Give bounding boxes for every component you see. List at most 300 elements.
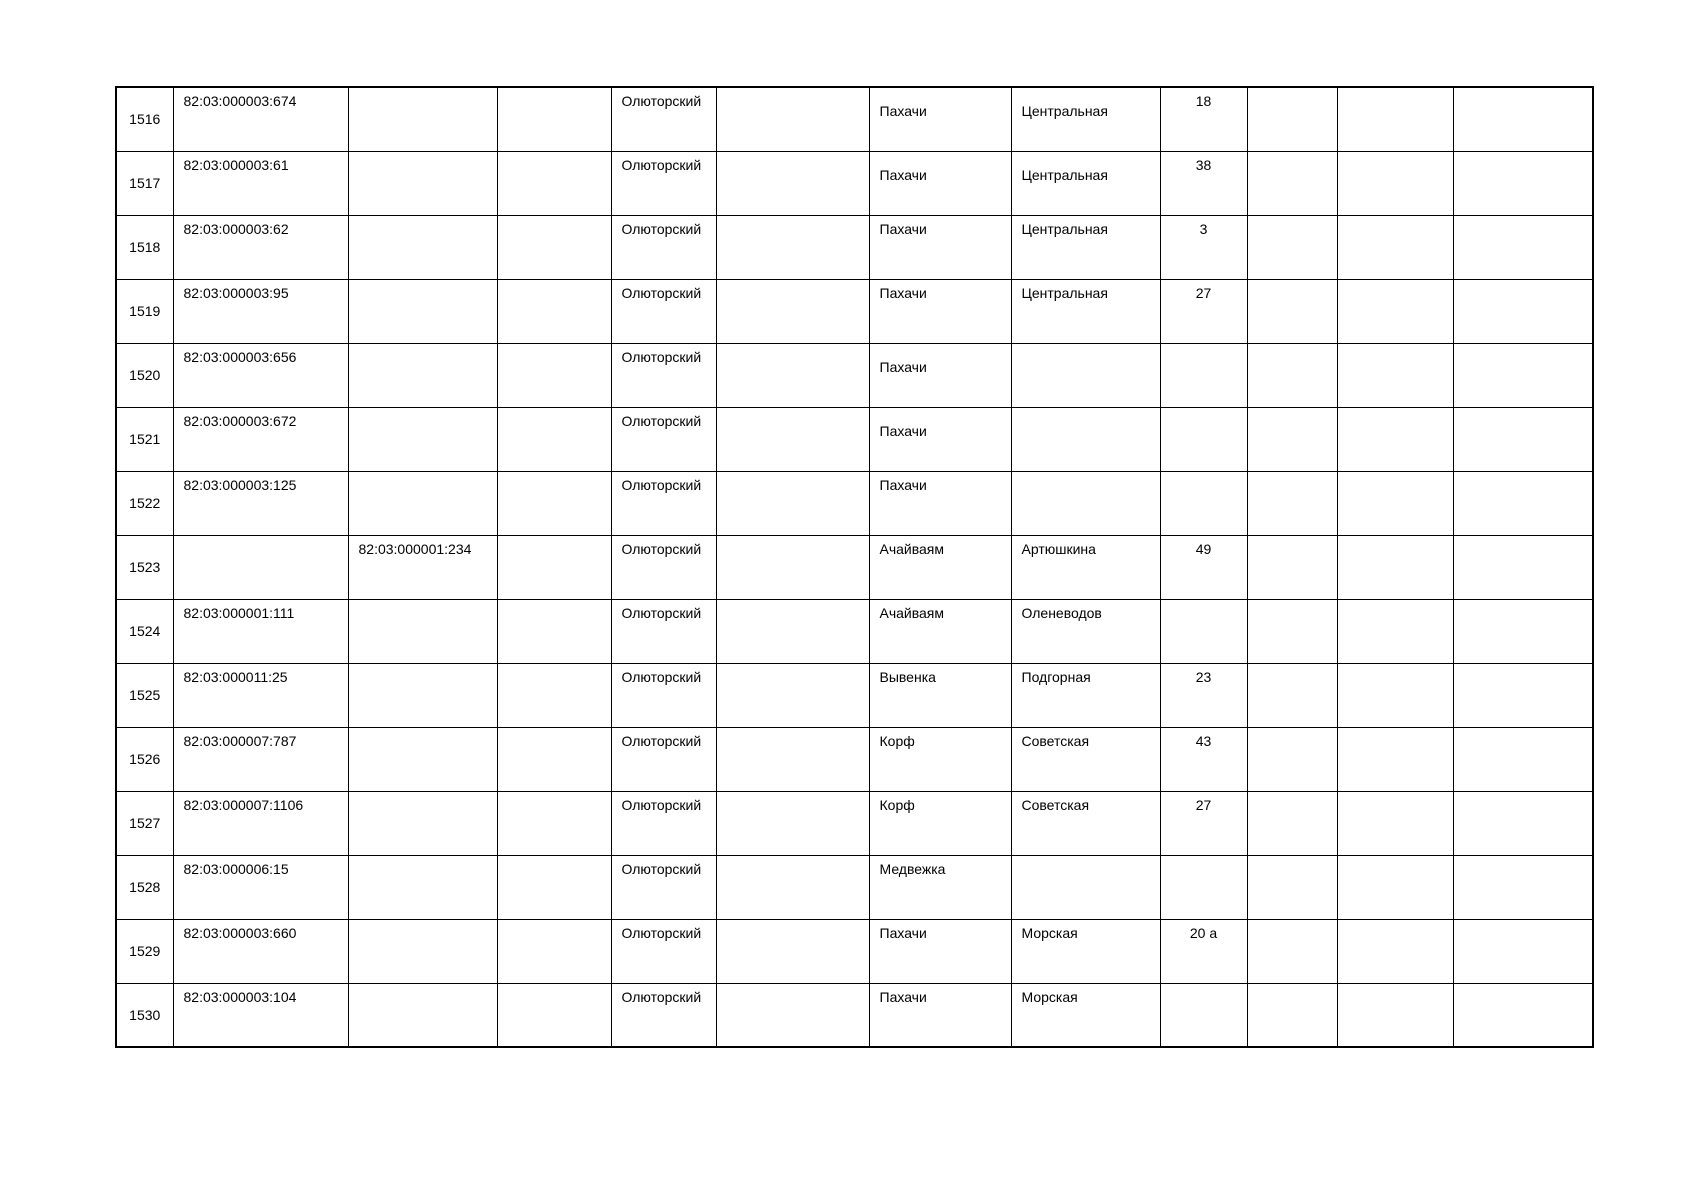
column-11-text	[1338, 920, 1453, 922]
house-number-cell	[1160, 535, 1247, 599]
column-4-cell	[497, 855, 611, 919]
column-4-cell	[497, 215, 611, 279]
column-10-text	[1248, 344, 1337, 346]
street-cell	[1011, 151, 1160, 215]
house-number-cell	[1160, 855, 1247, 919]
column-12-text	[1454, 152, 1593, 154]
district-text: Олюторский	[621, 93, 702, 109]
district-text: Олюторский	[621, 924, 702, 941]
column-10-text	[1248, 664, 1337, 666]
district-cell	[611, 343, 716, 407]
column-4-cell	[497, 599, 611, 663]
column-12-cell	[1453, 87, 1593, 151]
street-text: Артюшкина	[1021, 540, 1096, 557]
column-11-text	[1338, 408, 1453, 410]
cadastral-number-2-cell	[348, 599, 497, 663]
column-10-cell	[1247, 599, 1337, 663]
row-number-text: 1529	[129, 943, 161, 959]
column-4-cell	[497, 471, 611, 535]
column-11-cell	[1337, 855, 1453, 919]
cadastral-number-cell	[173, 919, 348, 983]
column-10-cell	[1247, 279, 1337, 343]
cadastral-number-cell	[173, 535, 348, 599]
row-number-cell	[116, 471, 173, 535]
district-cell	[611, 599, 716, 663]
column-12-text	[1454, 920, 1593, 922]
house-number-cell	[1160, 151, 1247, 215]
street-cell	[1011, 87, 1160, 151]
column-12-cell	[1453, 855, 1593, 919]
column-10-cell	[1247, 535, 1337, 599]
street-cell	[1011, 919, 1160, 983]
locality-text: Пахачи	[879, 422, 927, 439]
column-12-text	[1454, 792, 1593, 794]
cadastral-number-cell	[173, 599, 348, 663]
district-text: Олюторский	[621, 860, 702, 877]
cadastral-number-text: 82:03:000003:656	[183, 348, 297, 365]
district-cell	[611, 215, 716, 279]
table-row	[116, 791, 1593, 855]
row-number-text: 1525	[129, 687, 161, 703]
locality-cell	[869, 919, 1011, 983]
district-cell	[611, 727, 716, 791]
house-number-text: 23	[1195, 668, 1212, 685]
district-text: Олюторский	[621, 604, 702, 621]
column-10-cell	[1247, 471, 1337, 535]
row-number-cell	[116, 215, 173, 279]
cadastral-number-2-cell	[348, 343, 497, 407]
column-6-text	[717, 728, 869, 730]
district-text: Олюторский	[621, 732, 702, 749]
district-text: Олюторский	[621, 156, 702, 173]
column-12-text	[1454, 408, 1593, 410]
cadastral-number-2-text	[349, 728, 497, 730]
table-row	[116, 727, 1593, 791]
column-6-text	[717, 920, 869, 922]
row-number-text: 1524	[129, 623, 161, 639]
street-text: Советская	[1021, 796, 1090, 813]
cadastral-number-2-cell	[348, 87, 497, 151]
table-row	[116, 599, 1593, 663]
column-12-cell	[1453, 279, 1593, 343]
column-6-text	[717, 408, 869, 410]
column-6-text	[717, 88, 869, 90]
locality-cell	[869, 151, 1011, 215]
cadastral-number-text: 82:03:000003:61	[183, 156, 289, 173]
house-number-cell	[1160, 87, 1247, 151]
column-11-cell	[1337, 87, 1453, 151]
district-cell	[611, 151, 716, 215]
cadastral-number-cell	[173, 87, 348, 151]
locality-text: Пахачи	[879, 166, 927, 183]
street-text	[1012, 408, 1160, 410]
row-number-text: 1517	[129, 175, 161, 191]
column-4-cell	[497, 663, 611, 727]
locality-cell	[869, 87, 1011, 151]
column-4-text	[498, 88, 611, 90]
locality-cell	[869, 599, 1011, 663]
locality-cell	[869, 983, 1011, 1047]
column-10-text	[1248, 920, 1337, 922]
cadastral-number-cell	[173, 279, 348, 343]
column-11-cell	[1337, 791, 1453, 855]
row-number-cell	[116, 343, 173, 407]
house-number-text	[1161, 472, 1247, 474]
column-11-text	[1338, 536, 1453, 538]
row-number-text: 1530	[129, 1006, 161, 1023]
column-11-cell	[1337, 727, 1453, 791]
row-number-cell	[116, 919, 173, 983]
column-12-text	[1454, 600, 1593, 602]
column-11-cell	[1337, 215, 1453, 279]
column-10-cell	[1247, 215, 1337, 279]
row-number-text: 1528	[129, 879, 161, 895]
table-row	[116, 215, 1593, 279]
cadastral-number-2-cell	[348, 727, 497, 791]
row-number-text: 1521	[129, 431, 161, 447]
house-number-cell	[1160, 471, 1247, 535]
cadastral-number-2-cell	[348, 855, 497, 919]
column-10-cell	[1247, 343, 1337, 407]
table-row	[116, 535, 1593, 599]
column-10-text	[1248, 536, 1337, 538]
column-11-text	[1338, 792, 1453, 794]
street-cell	[1011, 727, 1160, 791]
locality-text: Пахачи	[879, 476, 927, 493]
column-6-text	[717, 600, 869, 602]
cadastral-number-2-text	[349, 152, 497, 154]
column-6-text	[717, 472, 869, 474]
column-11-cell	[1337, 599, 1453, 663]
table-row	[116, 343, 1593, 407]
locality-text: Пахачи	[879, 103, 927, 119]
house-number-cell	[1160, 343, 1247, 407]
cadastral-number-2-cell	[348, 663, 497, 727]
cadastral-number-2-cell	[348, 791, 497, 855]
column-12-text	[1454, 280, 1593, 282]
column-4-text	[498, 728, 611, 730]
street-cell	[1011, 407, 1160, 471]
column-4-cell	[497, 87, 611, 151]
column-6-text	[717, 984, 869, 986]
cadastral-number-cell	[173, 855, 348, 919]
column-4-text	[498, 536, 611, 538]
cadastral-number-text: 82:03:000007:1106	[183, 796, 304, 813]
row-number-text: 1518	[129, 239, 161, 255]
row-number-text: 1523	[129, 559, 161, 575]
street-text: Морская	[1021, 924, 1078, 941]
column-6-text	[717, 792, 869, 794]
table-row	[116, 87, 1593, 151]
column-12-cell	[1453, 343, 1593, 407]
column-6-cell	[716, 727, 869, 791]
column-11-text	[1338, 344, 1453, 346]
column-6-text	[717, 664, 869, 666]
street-cell	[1011, 983, 1160, 1047]
column-12-cell	[1453, 727, 1593, 791]
locality-cell	[869, 727, 1011, 791]
locality-cell	[869, 855, 1011, 919]
cadastral-number-2-cell	[348, 471, 497, 535]
column-6-cell	[716, 535, 869, 599]
house-number-text: 27	[1195, 796, 1212, 813]
column-12-text	[1454, 728, 1593, 730]
district-cell	[611, 983, 716, 1047]
cadastral-number-cell	[173, 343, 348, 407]
column-11-cell	[1337, 151, 1453, 215]
district-text: Олюторский	[621, 348, 702, 365]
locality-text: Ачайваям	[879, 540, 945, 557]
cadastral-number-text: 82:03:000006:15	[183, 860, 289, 877]
district-text: Олюторский	[621, 668, 702, 685]
cadastral-number-text: 82:03:000003:674	[183, 93, 297, 109]
street-cell	[1011, 471, 1160, 535]
column-10-cell	[1247, 855, 1337, 919]
column-11-text	[1338, 88, 1453, 90]
cadastral-number-text: 82:03:000011:25	[183, 668, 288, 685]
row-number-cell	[116, 535, 173, 599]
column-11-text	[1338, 664, 1453, 666]
district-text: Олюторский	[621, 476, 702, 493]
column-6-cell	[716, 599, 869, 663]
row-number-text: 1516	[129, 111, 161, 128]
column-12-cell	[1453, 471, 1593, 535]
locality-cell	[869, 663, 1011, 727]
cadastral-number-cell	[173, 407, 348, 471]
street-text: Центральная	[1021, 103, 1108, 119]
column-12-text	[1454, 984, 1593, 986]
locality-text: Пахачи	[879, 284, 927, 301]
column-11-text	[1338, 728, 1453, 730]
locality-cell	[869, 791, 1011, 855]
cadastral-number-cell	[173, 663, 348, 727]
table-row	[116, 983, 1593, 1047]
column-6-cell	[716, 791, 869, 855]
cadastral-number-cell	[173, 471, 348, 535]
column-4-text	[498, 600, 611, 602]
row-number-cell	[116, 855, 173, 919]
street-text: Оленеводов	[1021, 604, 1102, 621]
column-12-cell	[1453, 215, 1593, 279]
house-number-cell	[1160, 599, 1247, 663]
column-11-text	[1338, 152, 1453, 154]
column-11-cell	[1337, 535, 1453, 599]
column-6-text	[717, 216, 869, 218]
column-11-text	[1338, 280, 1453, 282]
column-10-text	[1248, 152, 1337, 154]
table-row	[116, 855, 1593, 919]
district-text: Олюторский	[621, 540, 702, 557]
column-4-text	[498, 664, 611, 666]
street-text	[1012, 472, 1160, 474]
locality-text: Вывенка	[879, 668, 936, 685]
locality-cell	[869, 407, 1011, 471]
column-10-cell	[1247, 87, 1337, 151]
district-text: Олюторский	[621, 988, 702, 1005]
house-number-text: 27	[1195, 284, 1212, 301]
column-6-text	[717, 536, 869, 538]
house-number-text: 38	[1195, 156, 1212, 173]
house-number-text	[1161, 984, 1247, 986]
row-number-cell	[116, 791, 173, 855]
cadastral-number-text	[174, 536, 348, 538]
house-number-text	[1161, 408, 1247, 410]
table-body	[116, 87, 1593, 1047]
locality-cell	[869, 215, 1011, 279]
column-6-text	[717, 344, 869, 346]
house-number-cell	[1160, 791, 1247, 855]
street-text	[1012, 344, 1160, 346]
column-10-text	[1248, 984, 1337, 986]
column-10-text	[1248, 408, 1337, 410]
row-number-cell	[116, 407, 173, 471]
house-number-cell	[1160, 407, 1247, 471]
column-12-text	[1454, 472, 1593, 474]
cadastral-number-2-cell	[348, 407, 497, 471]
house-number-cell	[1160, 919, 1247, 983]
cadastral-number-2-text	[349, 472, 497, 474]
locality-text: Пахачи	[879, 924, 927, 941]
locality-text: Пахачи	[879, 988, 927, 1005]
table-row	[116, 663, 1593, 727]
street-text: Центральная	[1021, 220, 1108, 237]
cadastral-number-text: 82:03:000003:672	[183, 412, 297, 429]
cadastral-number-cell	[173, 151, 348, 215]
column-6-cell	[716, 663, 869, 727]
row-number-cell	[116, 151, 173, 215]
street-cell	[1011, 599, 1160, 663]
street-text: Советская	[1021, 732, 1090, 749]
cadastral-number-2-text	[349, 664, 497, 666]
cadastral-number-2-text	[349, 344, 497, 346]
column-6-text	[717, 280, 869, 282]
house-number-cell	[1160, 215, 1247, 279]
locality-text: Ачайваям	[879, 604, 945, 621]
column-11-cell	[1337, 471, 1453, 535]
cadastral-number-2-text	[349, 984, 497, 986]
street-cell	[1011, 663, 1160, 727]
column-12-text	[1454, 536, 1593, 538]
district-cell	[611, 663, 716, 727]
cadastral-number-cell	[173, 215, 348, 279]
column-12-cell	[1453, 919, 1593, 983]
cadastral-number-2-text	[349, 856, 497, 858]
table-row	[116, 279, 1593, 343]
column-12-cell	[1453, 983, 1593, 1047]
column-10-cell	[1247, 791, 1337, 855]
column-6-cell	[716, 151, 869, 215]
row-number-cell	[116, 983, 173, 1047]
column-12-cell	[1453, 663, 1593, 727]
table-row	[116, 407, 1593, 471]
cadastral-number-text: 82:03:000003:125	[183, 476, 297, 493]
column-12-text	[1454, 856, 1593, 858]
street-cell	[1011, 215, 1160, 279]
cadastral-number-text: 82:03:000003:62	[183, 220, 289, 237]
cadastral-number-2-text	[349, 280, 497, 282]
street-cell	[1011, 855, 1160, 919]
street-cell	[1011, 279, 1160, 343]
column-6-text	[717, 856, 869, 858]
column-6-cell	[716, 343, 869, 407]
column-4-cell	[497, 983, 611, 1047]
cadastral-number-2-text	[349, 216, 497, 218]
house-number-cell	[1160, 727, 1247, 791]
cadastral-number-2-text: 82:03:000001:234	[358, 540, 472, 557]
district-cell	[611, 855, 716, 919]
row-number-text: 1527	[129, 815, 161, 831]
locality-text: Пахачи	[879, 358, 927, 375]
column-11-text	[1338, 216, 1453, 218]
column-4-text	[498, 472, 611, 474]
cadastral-number-2-cell	[348, 919, 497, 983]
district-cell	[611, 407, 716, 471]
cadastral-number-text: 82:03:000003:104	[183, 988, 297, 1005]
column-12-text	[1454, 88, 1593, 90]
column-4-text	[498, 152, 611, 154]
street-text: Морская	[1021, 988, 1078, 1005]
cadastral-number-text: 82:03:000003:660	[183, 924, 297, 941]
house-number-text	[1161, 856, 1247, 858]
locality-text: Корф	[879, 796, 915, 813]
street-cell	[1011, 343, 1160, 407]
column-12-cell	[1453, 535, 1593, 599]
row-number-text: 1519	[129, 303, 161, 319]
district-cell	[611, 279, 716, 343]
row-number-cell	[116, 87, 173, 151]
column-6-text	[717, 152, 869, 154]
column-12-cell	[1453, 407, 1593, 471]
house-number-text: 3	[1199, 220, 1208, 237]
column-10-text	[1248, 472, 1337, 474]
column-4-text	[498, 216, 611, 218]
cadastral-number-2-text	[349, 920, 497, 922]
district-cell	[611, 87, 716, 151]
column-4-cell	[497, 791, 611, 855]
column-11-text	[1338, 472, 1453, 474]
column-10-text	[1248, 600, 1337, 602]
column-4-cell	[497, 151, 611, 215]
row-number-text: 1526	[129, 751, 161, 767]
column-4-cell	[497, 919, 611, 983]
column-11-cell	[1337, 919, 1453, 983]
cadastral-number-2-cell	[348, 983, 497, 1047]
cadastral-number-text: 82:03:000001:111	[183, 604, 295, 621]
street-text: Центральная	[1021, 284, 1108, 301]
column-12-cell	[1453, 791, 1593, 855]
street-text: Центральная	[1021, 166, 1108, 183]
column-11-cell	[1337, 663, 1453, 727]
column-6-cell	[716, 215, 869, 279]
locality-cell	[869, 535, 1011, 599]
cadastral-number-2-cell	[348, 279, 497, 343]
locality-cell	[869, 343, 1011, 407]
table-row	[116, 471, 1593, 535]
column-10-cell	[1247, 151, 1337, 215]
cadastral-number-cell	[173, 791, 348, 855]
column-11-text	[1338, 856, 1453, 858]
district-cell	[611, 791, 716, 855]
column-10-cell	[1247, 983, 1337, 1047]
column-4-cell	[497, 407, 611, 471]
cadastral-number-cell	[173, 983, 348, 1047]
cadastral-number-2-cell	[348, 215, 497, 279]
locality-text: Медвежка	[879, 860, 946, 877]
column-10-text	[1248, 728, 1337, 730]
column-10-text	[1248, 88, 1337, 90]
cadastral-number-2-text	[349, 88, 497, 90]
column-4-text	[498, 792, 611, 794]
